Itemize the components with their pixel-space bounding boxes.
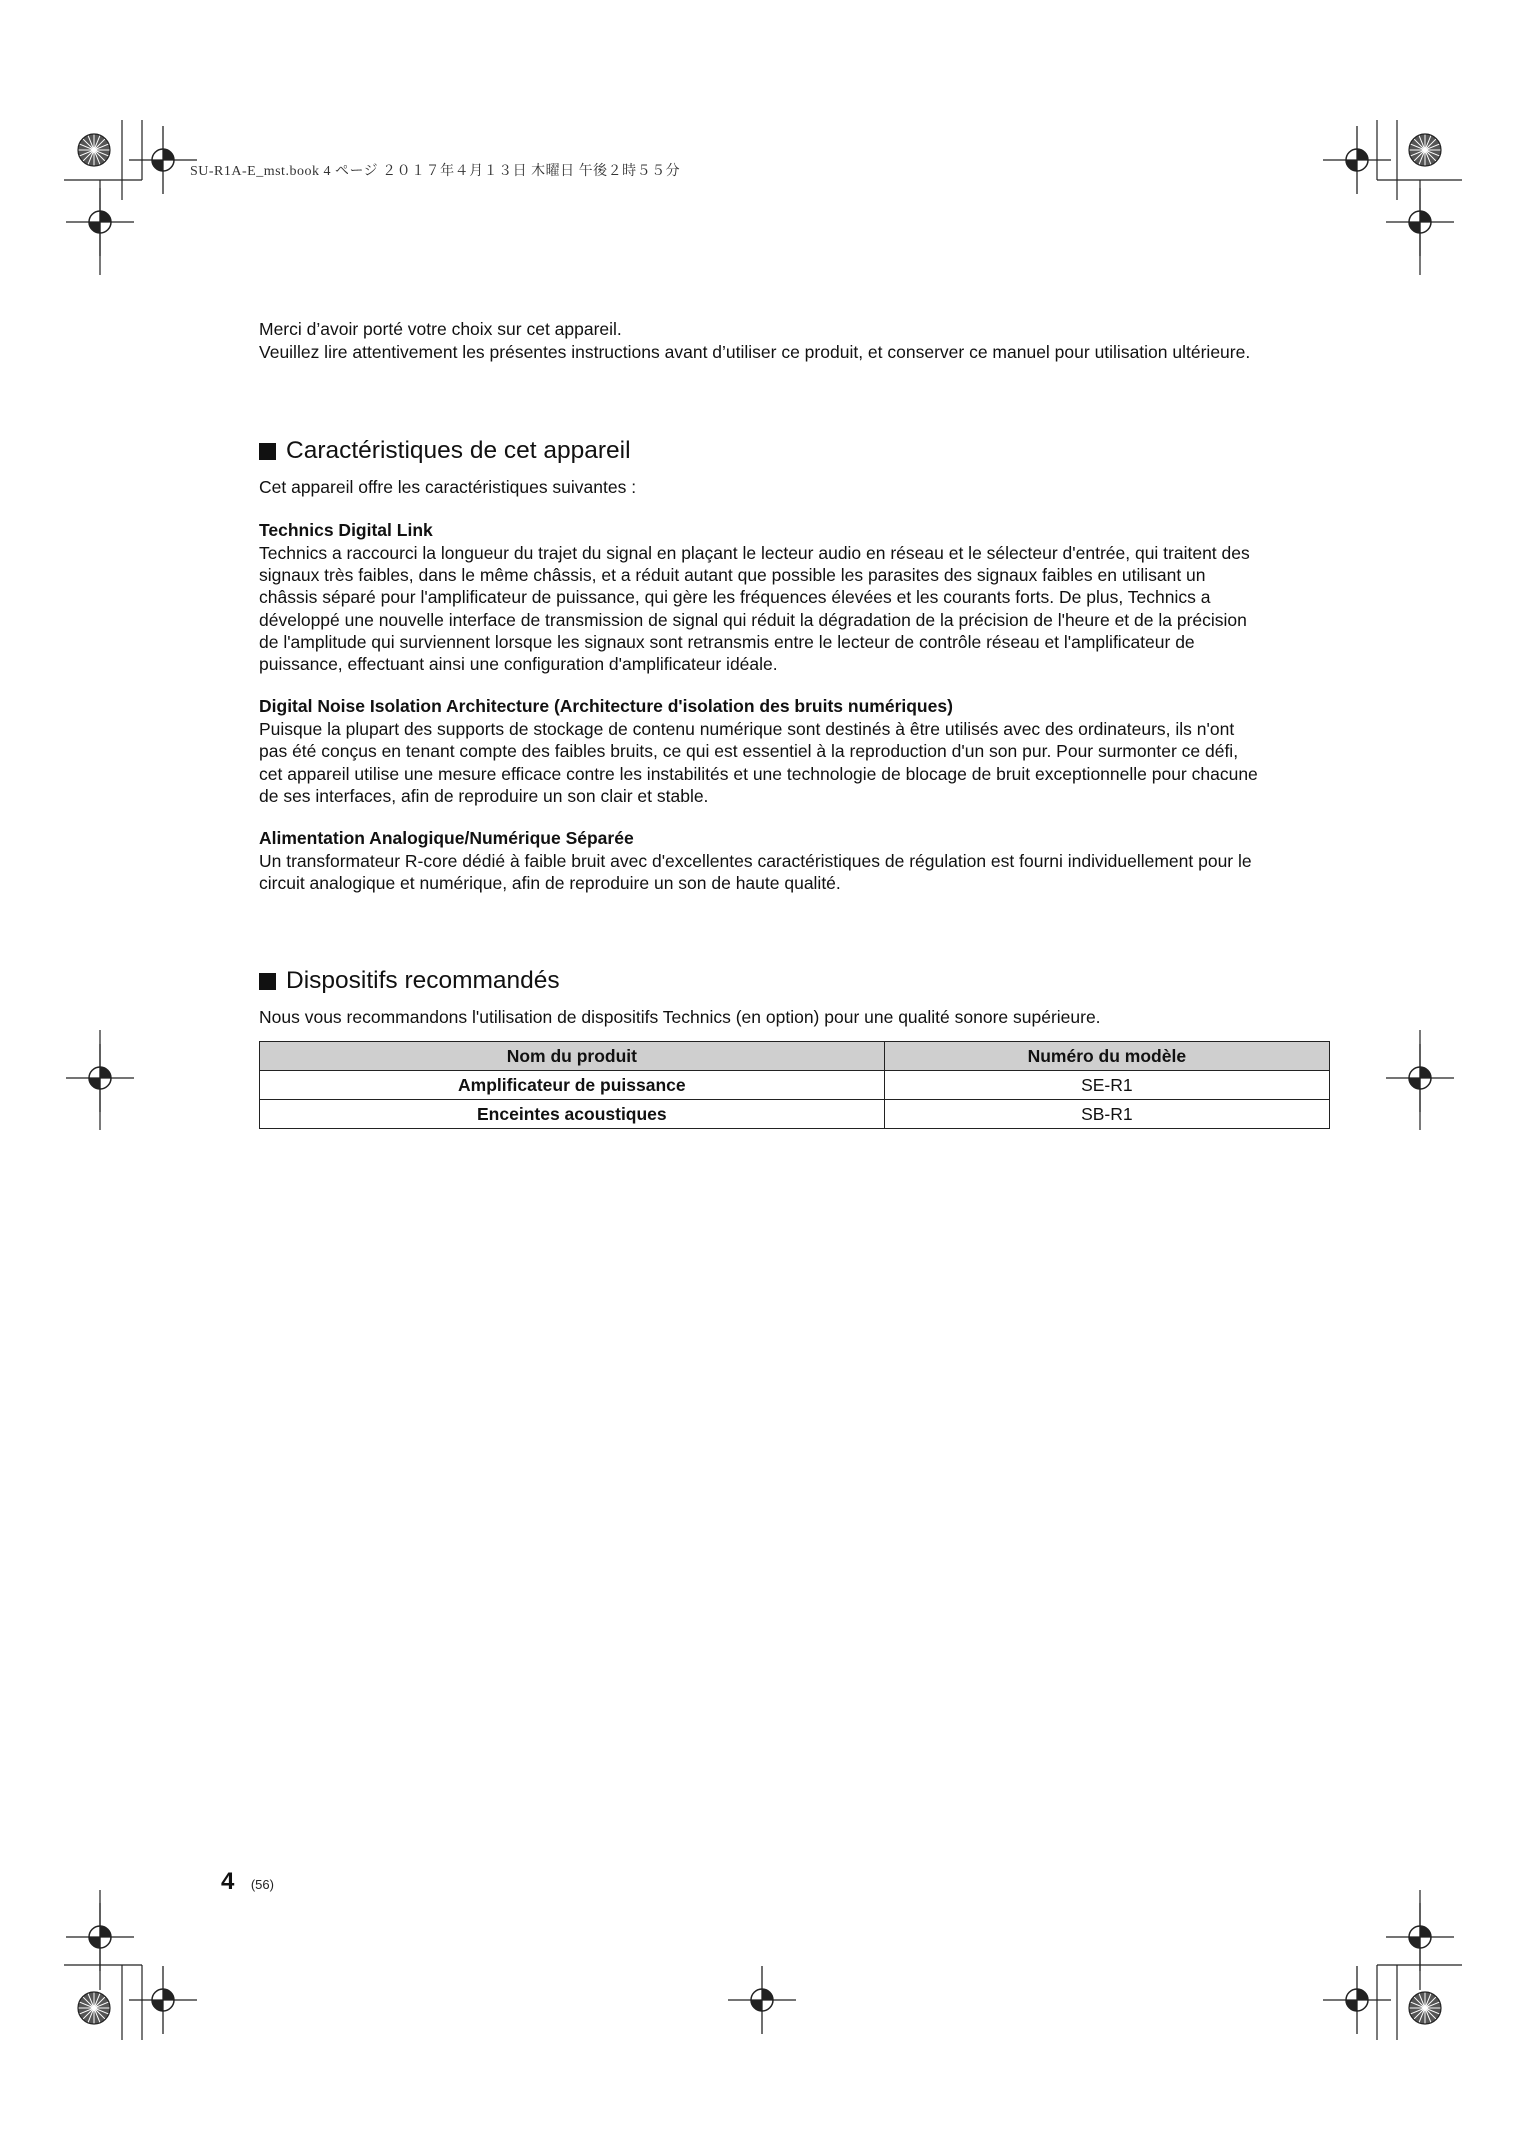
body-line: développé une nouvelle interface de transmission de signal qui réduit la dégradation de la précision de l'heure et de la précision bbox=[259, 609, 1247, 630]
body-line: châssis séparé pour l'amplificateur de puissance, qui gère les fréquences élevées et les courants forts. De plus, Technics a bbox=[259, 587, 1211, 608]
manual-page-content bbox=[259, 318, 1329, 1129]
body-line: Un transformateur R-core dédié à faible bruit avec d'excellentes caractéristiques de régulation est fourni individuellement pour le bbox=[259, 851, 1252, 872]
body-line: signaux très faibles, dans le même châssis, et a réduit autant que possible les parasites des signaux faibles en utilisant un bbox=[259, 565, 1206, 586]
feature-block bbox=[259, 827, 1329, 894]
product-name-cell: Amplificateur de puissance bbox=[260, 1071, 885, 1100]
body-line: de l'amplitude qui surviennent lorsque les signaux sont retransmis entre le lecteur de contrôle réseau et l'amplificateur de bbox=[259, 631, 1195, 652]
body-line: circuit analogique et numérique, afin de reproduire un son de haute qualité. bbox=[259, 873, 841, 894]
features-heading: Caractéristiques de cet appareil bbox=[286, 437, 631, 464]
body-line: Technics a raccourci la longueur du trajet du signal en plaçant le lecteur audio en réseau et le sélecteur d'entrée, qui traitent des bbox=[259, 543, 1250, 563]
body-line: puissance, effectuant ainsi une configuration d'amplificateur idéale. bbox=[259, 654, 778, 675]
section-heading bbox=[259, 436, 1329, 466]
body-line: cet appareil utilise une mesure efficace contre les instabilités et une technologie de blocage de bruit exceptionnelle pour chacune bbox=[259, 763, 1258, 784]
feature-body bbox=[259, 850, 1329, 894]
feature-block bbox=[259, 695, 1329, 807]
feature-body bbox=[259, 718, 1329, 807]
feature-title: Technics Digital Link bbox=[259, 520, 433, 540]
devices-lead: Nous vous recommandons l'utilisation de dispositifs Technics (en option) pour une qualité sonore supérieure. bbox=[259, 1007, 1101, 1028]
page-footer bbox=[221, 1868, 274, 1896]
section-heading bbox=[259, 966, 1329, 996]
features-section bbox=[259, 436, 1329, 894]
column-header-product: Nom du produit bbox=[260, 1042, 885, 1071]
intro-line: Merci d’avoir porté votre choix sur cet appareil. bbox=[259, 319, 622, 339]
body-line: de ses interfaces, afin de reproduire un son clair et stable. bbox=[259, 785, 709, 806]
body-line: Puisque la plupart des supports de stockage de contenu numérique sont destinés à être utilisés avec des ordinateurs, ils n'ont bbox=[259, 719, 1235, 740]
square-bullet-icon bbox=[259, 443, 276, 460]
model-number-cell: SE-R1 bbox=[884, 1071, 1329, 1100]
features-lead: Cet appareil offre les caractéristiques suivantes : bbox=[259, 477, 637, 497]
feature-title: Alimentation Analogique/Numérique Séparée bbox=[259, 828, 634, 849]
feature-title: Digital Noise Isolation Architecture (Architecture d'isolation des bruits numériques) bbox=[259, 696, 953, 717]
feature-body bbox=[259, 542, 1329, 675]
print-header: SU-R1A-E_mst.book 4 ページ ２０１７年４月１３日 木曜日 午後２時５５分 bbox=[190, 164, 681, 179]
page-sub-number: (56) bbox=[250, 1877, 274, 1892]
intro bbox=[259, 318, 1329, 364]
page-number: 4 bbox=[221, 1868, 235, 1895]
feature-block bbox=[259, 519, 1329, 675]
devices-heading: Dispositifs recommandés bbox=[286, 967, 560, 995]
table-row bbox=[260, 1100, 1330, 1129]
recommended-devices-table bbox=[259, 1041, 1330, 1129]
table-header-row bbox=[260, 1042, 1330, 1071]
table-row bbox=[260, 1071, 1330, 1100]
intro-line: Veuillez lire attentivement les présentes instructions avant d’utiliser ce produit, et conserver ce manuel pour utilisation ultérieure. bbox=[259, 342, 1251, 362]
square-bullet-icon bbox=[259, 973, 276, 990]
product-name-cell: Enceintes acoustiques bbox=[260, 1100, 885, 1129]
body-line: pas été conçus en tenant compte des faibles bruits, ce qui est essentiel à la reproduction d'un son pur. Pour surmonter ce défi, bbox=[259, 741, 1239, 762]
devices-section bbox=[259, 966, 1329, 1129]
column-header-model: Numéro du modèle bbox=[884, 1042, 1329, 1071]
model-number-cell: SB-R1 bbox=[884, 1100, 1329, 1129]
